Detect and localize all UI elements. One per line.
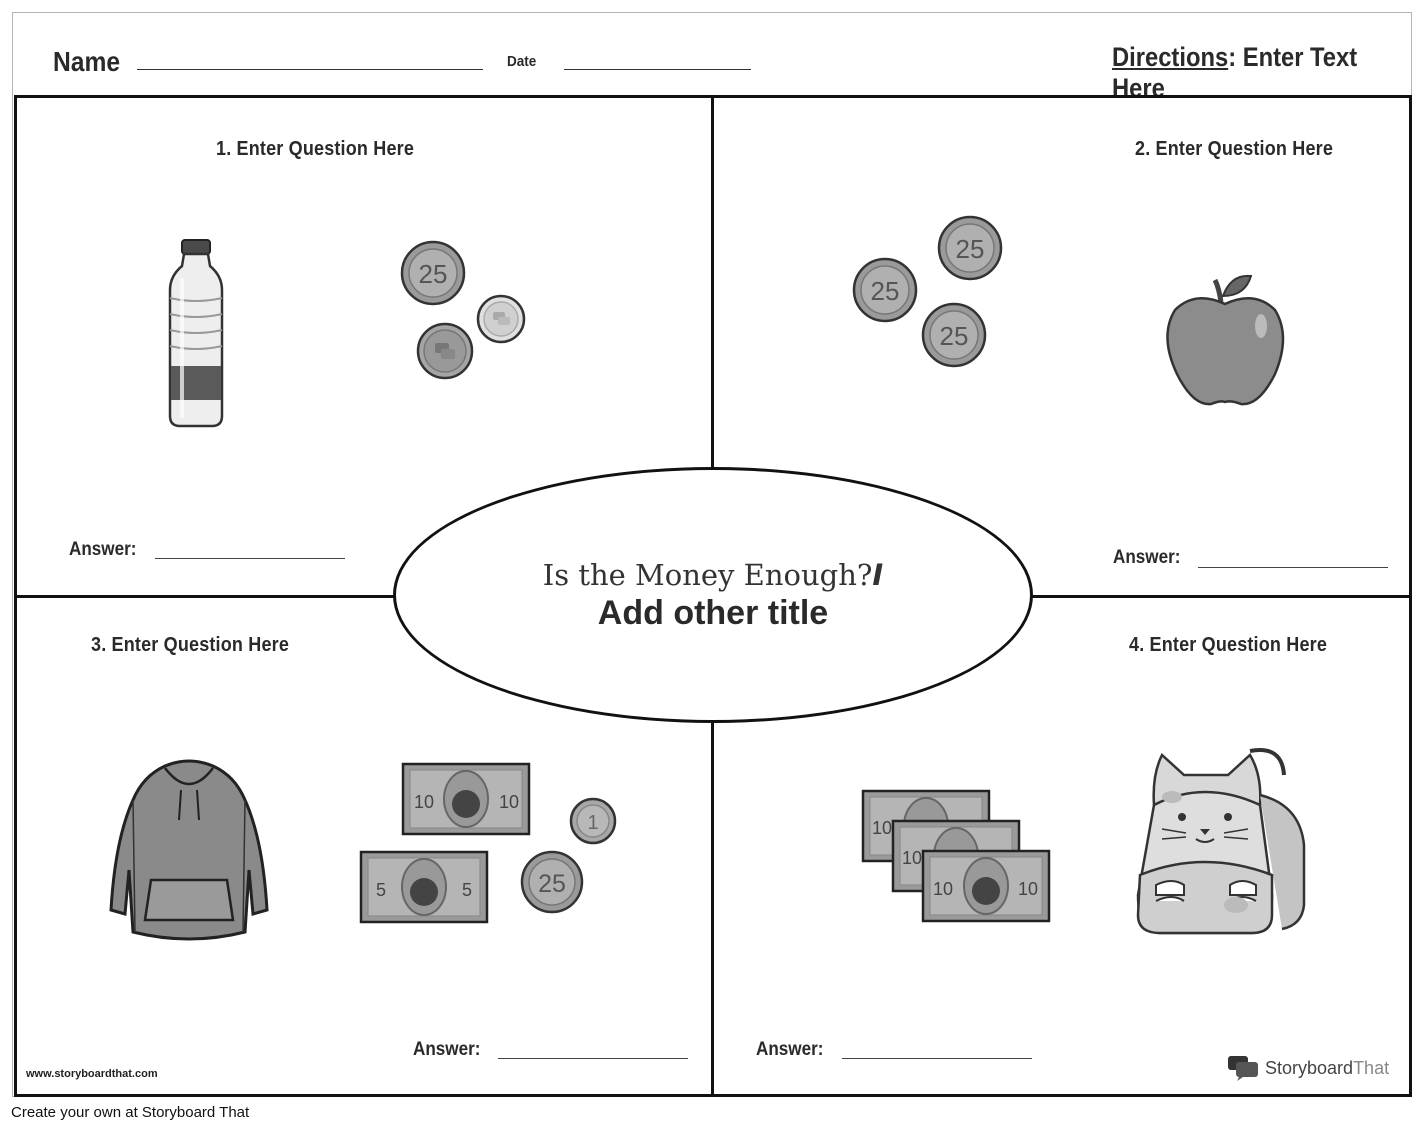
date-line[interactable] — [564, 69, 751, 70]
apple-icon — [1165, 270, 1287, 410]
answer-1-line[interactable] — [155, 558, 345, 559]
storyboardthat-logo[interactable] — [1227, 1055, 1389, 1081]
penny-coin-icon — [571, 799, 615, 843]
question-2-label[interactable]: 2. Enter Question Here — [1135, 138, 1334, 160]
name-line[interactable] — [137, 69, 483, 70]
q3-money — [358, 762, 620, 928]
title-ellipse — [393, 467, 1033, 723]
brand-main: Storyboard — [1265, 1057, 1354, 1078]
svg-text:25: 25 — [538, 870, 566, 898]
vertical-divider-bottom — [711, 723, 714, 1097]
vertical-divider-top — [711, 95, 714, 467]
chat-bubble-icon — [1227, 1055, 1259, 1081]
question-3-label[interactable]: 3. Enter Question Here — [91, 634, 290, 656]
directions-text[interactable]: : Enter Text Here — [1112, 42, 1358, 103]
nickel-coin-icon — [418, 324, 472, 378]
quarter-coin-icon — [939, 217, 1001, 279]
quarter-coin-icon — [854, 259, 916, 321]
svg-text:10: 10 — [413, 792, 435, 812]
q2-coins — [850, 215, 1010, 370]
brand-light: That — [1353, 1057, 1390, 1078]
ten-dollar-bill-icon — [923, 851, 1049, 921]
svg-text:5: 5 — [375, 880, 387, 900]
ten-dollar-bill-icon — [403, 764, 529, 834]
date-label: Date — [507, 53, 537, 70]
worksheet-title[interactable] — [396, 558, 1030, 592]
website-url[interactable]: www.storyboardthat.com — [26, 1068, 158, 1080]
svg-text:10: 10 — [498, 792, 520, 812]
svg-text:25: 25 — [870, 276, 900, 306]
svg-text:10: 10 — [1017, 879, 1039, 899]
answer-2-label: Answer: — [1113, 547, 1181, 568]
dime-coin-icon — [478, 296, 524, 342]
svg-text:10: 10 — [901, 848, 923, 868]
answer-4-label: Answer: — [756, 1039, 824, 1060]
q1-coins — [400, 240, 530, 382]
answer-2-line[interactable] — [1198, 567, 1388, 568]
answer-4-line[interactable] — [842, 1058, 1032, 1059]
answer-3-label: Answer: — [413, 1039, 481, 1060]
hoodie-icon — [105, 760, 273, 942]
svg-text:25: 25 — [939, 321, 969, 351]
horizontal-divider-right — [1031, 595, 1412, 598]
svg-text:5: 5 — [461, 880, 473, 900]
water-bottle-icon — [160, 238, 232, 430]
horizontal-divider-left — [14, 595, 395, 598]
quarter-coin-icon — [402, 242, 464, 304]
svg-text:25: 25 — [418, 259, 448, 289]
q4-bills — [860, 788, 1055, 928]
cat-backpack-icon — [1132, 745, 1312, 937]
question-1-label[interactable]: 1. Enter Question Here — [216, 138, 415, 160]
svg-text:25: 25 — [955, 234, 985, 264]
directions-label: Directions — [1112, 42, 1229, 72]
svg-text:10: 10 — [932, 879, 954, 899]
text-cursor: I — [872, 558, 884, 592]
quarter-coin-icon — [923, 304, 985, 366]
svg-text:10: 10 — [871, 818, 893, 838]
five-dollar-bill-icon — [361, 852, 487, 922]
quarter-coin-icon — [522, 852, 582, 912]
worksheet-subtitle[interactable]: Add other title — [597, 594, 829, 632]
title-text: Is the Money Enough? — [542, 558, 873, 592]
svg-text:1: 1 — [587, 812, 599, 834]
name-label: Name — [53, 46, 121, 77]
answer-3-line[interactable] — [498, 1058, 688, 1059]
question-4-label[interactable]: 4. Enter Question Here — [1129, 634, 1328, 656]
answer-1-label: Answer: — [69, 539, 137, 560]
brand-name — [1265, 1058, 1389, 1079]
footer-credit[interactable]: Create your own at Storyboard That — [11, 1104, 250, 1121]
